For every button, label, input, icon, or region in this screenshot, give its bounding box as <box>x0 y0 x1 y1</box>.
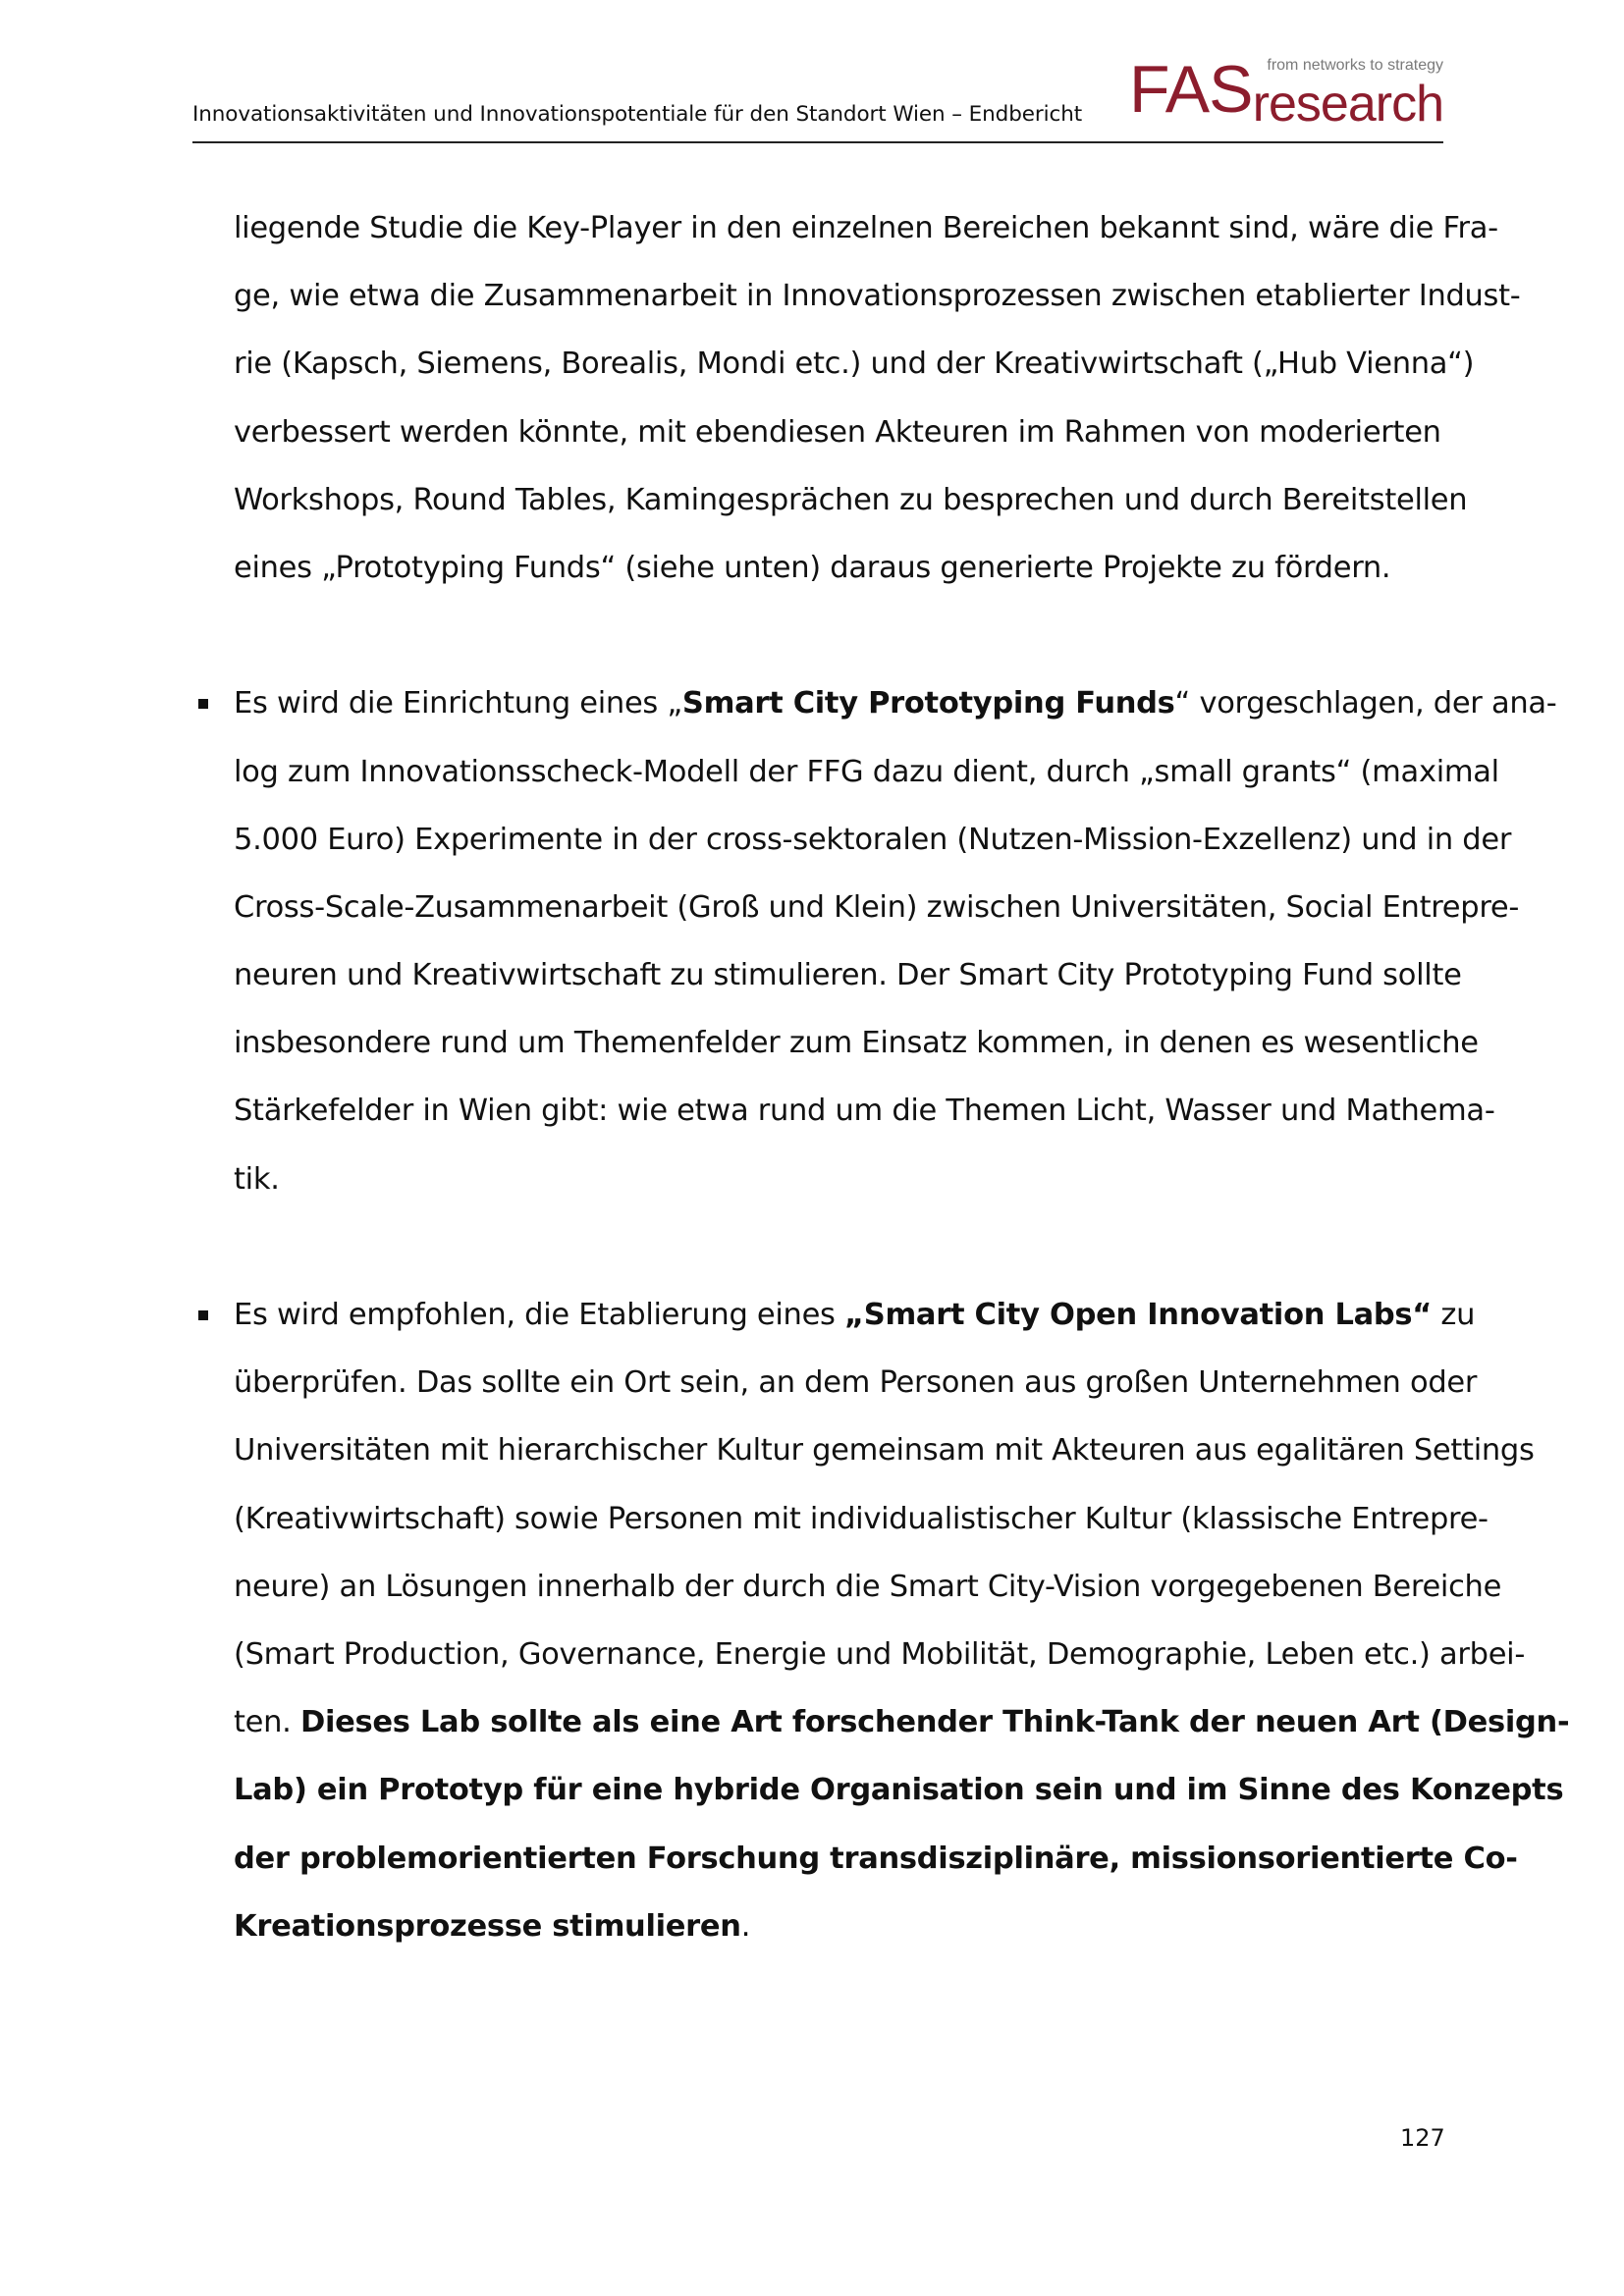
text-line: ge, wie etwa die Zusammenarbeit in Innovationsprozessen zwischen etablierter Indust- <box>234 279 1521 314</box>
text-segment: Es wird empfohlen, die Etablierung eines <box>234 1298 845 1332</box>
text-line <box>234 1281 1476 1349</box>
text-line: (Smart Production, Governance, Energie und Mobilität, Demographie, Leben etc.) arbei- <box>234 1636 1526 1672</box>
paragraph-gap <box>234 602 1443 669</box>
text-line: Universitäten mit hierarchischer Kultur gemeinsam mit Akteuren aus egalitären Settings <box>234 1433 1535 1468</box>
text-segment: ten. <box>234 1705 300 1740</box>
emphasis-segment: Dieses Lab sollte als eine Art forschender Think-Tank der neuen Art (Design- <box>299 1705 1570 1740</box>
emphasis-segment: Kreationsprozesse stimulieren <box>234 1908 741 1944</box>
fas-research-logo <box>1129 52 1443 137</box>
intro-paragraph <box>234 194 1521 602</box>
text-line: tik. <box>234 1161 280 1197</box>
page-number: 127 <box>1400 2124 1445 2152</box>
page-body <box>234 194 1570 1960</box>
text-segment: . <box>740 1908 751 1944</box>
text-line: neure) an Lösungen innerhalb der durch die Smart City-Vision vorgegebenen Bereiche <box>234 1569 1502 1604</box>
text-segment: “ vorgeschlagen, der ana- <box>1174 686 1557 721</box>
emphasis-fund-name: Smart City Prototyping Funds <box>681 686 1175 721</box>
text-segment: zu <box>1432 1298 1476 1332</box>
text-line: 5.000 Euro) Experimente in der cross-sektoralen (Nutzen-Mission-Exzellenz) und in der <box>234 822 1512 857</box>
bullet-marker <box>198 1310 208 1320</box>
text-line: verbessert werden könnte, mit ebendiesen Akteuren im Rahmen von moderierten <box>234 414 1441 450</box>
text-line <box>234 669 1557 737</box>
text-line: eines „Prototyping Funds“ (siehe unten) daraus generierte Projekte zu fördern. <box>234 550 1391 585</box>
text-line: (Kreativwirtschaft) sowie Personen mit individualistischer Kultur (klassische Entrepre- <box>234 1501 1489 1536</box>
emphasis-segment: Lab) ein Prototyp für eine hybride Organisation sein und im Sinne des Konzepts <box>234 1773 1564 1808</box>
emphasis-segment: der problemorientierten Forschung transdisziplinäre, missionsorientierte Co- <box>234 1841 1518 1876</box>
text-line <box>234 1825 1518 1893</box>
text-line: Workshops, Round Tables, Kamingesprächen zu besprechen und durch Bereitstellen <box>234 482 1468 517</box>
text-line: überprüfen. Das sollte ein Ort sein, an dem Personen aus großen Unternehmen oder <box>234 1365 1478 1401</box>
text-line: Stärkefelder in Wien gibt: wie etwa rund um die Themen Licht, Wasser und Mathema- <box>234 1094 1495 1129</box>
text-line: liegende Studie die Key-Player in den einzelnen Bereichen bekannt sind, wäre die Fra- <box>234 211 1498 245</box>
text-line: Cross-Scale-Zusammenarbeit (Groß und Klein) zwischen Universitäten, Social Entrepre- <box>234 889 1520 925</box>
emphasis-lab-name: „Smart City Open Innovation Labs“ <box>844 1298 1433 1332</box>
report-title: Innovationsaktivitäten und Innovationspotentiale für den Standort Wien – Endbericht <box>192 102 1083 127</box>
text-segment: Es wird die Einrichtung eines „ <box>234 686 682 721</box>
text-line <box>234 1756 1564 1824</box>
text-line: neuren und Kreativwirtschaft zu stimulieren. Der Smart City Prototyping Fund sollte <box>234 958 1462 993</box>
logo-brand-sub: research <box>1252 76 1443 133</box>
logo-tagline: from networks to strategy <box>1267 57 1443 74</box>
paragraph-gap <box>234 1213 1443 1281</box>
bullet-marker <box>198 699 208 709</box>
text-line: rie (Kapsch, Siemens, Borealis, Mondi etc.) und der Kreativwirtschaft („Hub Vienna“) <box>234 347 1475 382</box>
text-line <box>234 1893 1443 1960</box>
bullet-prototyping-fund <box>234 669 1557 1213</box>
text-line: log zum Innovationsscheck-Modell der FFG dazu dient, durch „small grants“ (maximal <box>234 754 1499 789</box>
text-line <box>234 1688 1570 1756</box>
text-line: insbesondere rund um Themenfelder zum Einsatz kommen, in denen es wesentliche <box>234 1026 1479 1061</box>
bullet-open-innovation-lab <box>234 1281 1570 1960</box>
logo-brand: FAS <box>1129 52 1253 127</box>
page-header <box>192 52 1443 143</box>
